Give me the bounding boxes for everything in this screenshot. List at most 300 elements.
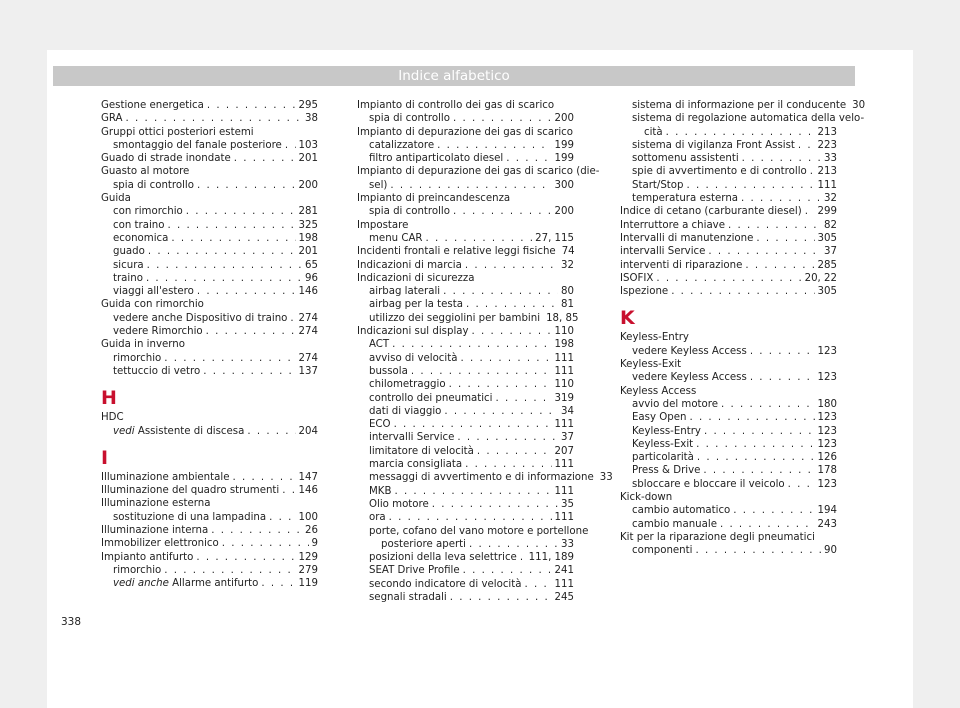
entry-page-ref: 37 xyxy=(824,246,837,258)
index-entry xyxy=(101,524,318,537)
leader-dots xyxy=(450,591,552,604)
entry-text: intervalli Service xyxy=(620,246,706,258)
entry-text: Keyless-Exit xyxy=(632,438,694,450)
entry-term xyxy=(369,205,450,218)
entry-page-ref: 18, 85 xyxy=(546,312,579,324)
leader-dots xyxy=(290,312,295,325)
index-entry xyxy=(620,398,837,411)
index-entry xyxy=(101,152,318,165)
entry-text: airbag laterali xyxy=(369,286,441,298)
leader-dots xyxy=(695,544,821,557)
entry-page-ref: 201 xyxy=(298,246,318,258)
entry-page-ref: 33 xyxy=(599,472,613,484)
entry-page-ref: 243 xyxy=(817,518,837,530)
entry-text: Start/Stop xyxy=(632,179,684,191)
entry-term xyxy=(632,425,701,438)
entry-page-ref: 201 xyxy=(298,153,318,165)
entry-term xyxy=(632,179,683,192)
entry-term xyxy=(113,325,203,338)
leader-dots xyxy=(798,139,815,152)
entry-page-ref: 26 xyxy=(305,525,318,537)
leader-dots xyxy=(206,325,296,338)
entry-page-ref: 129 xyxy=(298,551,318,563)
entry-text: sicura xyxy=(113,259,144,271)
entry-term xyxy=(113,577,258,590)
index-entry xyxy=(620,245,837,258)
leader-dots xyxy=(167,219,295,232)
entry-text: airbag per la testa xyxy=(369,299,463,311)
entry-text: Illuminazione del quadro strumenti xyxy=(101,485,280,497)
entry-text: sostituzione di una lampadina xyxy=(113,511,267,523)
index-entry xyxy=(101,484,318,497)
entry-text: tettuccio di vetro xyxy=(113,365,201,377)
entry-term xyxy=(101,471,229,484)
entry-term xyxy=(113,232,168,245)
entry-page-ref: 305 xyxy=(817,232,837,244)
leader-dots xyxy=(472,325,552,338)
entry-page-ref: 32 xyxy=(561,259,574,271)
leader-dots xyxy=(696,438,814,451)
entry-page-ref: 33 xyxy=(561,538,574,550)
entry-page-ref: 285 xyxy=(817,259,837,271)
leader-dots xyxy=(733,504,814,517)
entry-page-ref: 123 xyxy=(817,345,837,357)
leader-dots xyxy=(525,578,552,591)
entry-page-ref: 34 xyxy=(561,405,574,417)
index-entry xyxy=(620,371,837,384)
entry-page-ref: 30 xyxy=(852,100,866,111)
index-entry xyxy=(357,578,574,591)
leader-dots xyxy=(465,458,551,471)
index-entry xyxy=(620,518,837,531)
entry-page-ref: 37 xyxy=(561,432,574,444)
leader-dots xyxy=(457,431,558,444)
entry-page-ref: 194 xyxy=(817,505,837,517)
entry-term xyxy=(369,418,391,431)
leader-dots xyxy=(666,126,815,139)
index-heading: Kick-down xyxy=(620,492,673,504)
entry-term xyxy=(632,371,747,384)
entry-page-ref: 199 xyxy=(554,139,574,151)
leader-dots xyxy=(247,425,295,438)
entry-text: guado xyxy=(113,246,145,258)
entry-page-ref: 274 xyxy=(298,352,318,364)
entry-term xyxy=(632,438,693,451)
entry-text: Immobilizer elettronico xyxy=(101,538,219,550)
entry-text: limitatore di velocità xyxy=(369,445,474,457)
leader-dots xyxy=(203,365,295,378)
entry-term xyxy=(369,179,387,192)
entry-text: ora xyxy=(369,512,386,524)
entry-term xyxy=(113,312,287,325)
index-entry xyxy=(101,219,318,232)
entry-term xyxy=(620,272,653,285)
entry-term xyxy=(632,518,717,531)
leader-dots xyxy=(207,99,296,112)
entry-page-ref: 119 xyxy=(298,578,318,590)
entry-page-ref: 9 xyxy=(311,538,318,550)
index-entry xyxy=(357,298,574,311)
index-entry xyxy=(620,504,837,517)
entry-text: Gestione energetica xyxy=(101,100,204,111)
entry-text: posizioni della leva selettrice xyxy=(369,552,517,564)
entry-text: ISOFIX xyxy=(620,272,654,284)
index-column-2 xyxy=(357,99,613,604)
entry-text: Ispezione xyxy=(620,286,669,298)
entry-page-ref: 111 xyxy=(817,179,837,191)
index-entry xyxy=(357,458,574,471)
leader-dots xyxy=(741,192,821,205)
index-entry xyxy=(620,438,837,451)
index-heading: Keyless-Exit xyxy=(620,359,682,371)
entry-text: Allarme antifurto xyxy=(172,578,259,590)
index-entry xyxy=(357,152,574,165)
index-entry xyxy=(101,564,318,577)
leader-dots xyxy=(234,152,296,165)
entry-term xyxy=(101,99,204,112)
entry-page-ref: 198 xyxy=(298,232,318,244)
index-entry xyxy=(101,232,318,245)
leader-dots xyxy=(449,378,552,391)
entry-page-ref: 33 xyxy=(824,153,837,165)
leader-dots xyxy=(232,471,295,484)
entry-page-ref: 204 xyxy=(298,425,318,437)
entry-term xyxy=(644,126,663,139)
entry-text: Impianto antifurto xyxy=(101,551,194,563)
index-heading: Impostare xyxy=(357,219,409,231)
entry-text: Assistente di discesa xyxy=(137,425,245,437)
index-entry xyxy=(357,511,574,524)
entry-term xyxy=(632,504,730,517)
index-heading: Guida in inverno xyxy=(101,339,185,351)
entry-term xyxy=(369,378,446,391)
entry-term xyxy=(632,192,738,205)
entry-term xyxy=(113,139,282,152)
entry-page-ref: 178 xyxy=(817,465,837,477)
entry-text: ACT xyxy=(369,339,390,351)
entry-text: messaggi di avvertimento e di informazione xyxy=(369,472,594,484)
entry-page-ref: 111 xyxy=(554,419,574,431)
entry-page-ref: 111 xyxy=(554,578,574,590)
leader-dots xyxy=(171,232,295,245)
index-entry xyxy=(620,219,837,232)
entry-page-ref: 281 xyxy=(298,206,318,218)
index-heading: Impianto di depurazione dei gas di scarico xyxy=(357,126,573,138)
entry-term xyxy=(113,564,161,577)
index-entry xyxy=(101,325,318,338)
index-entry xyxy=(620,192,837,205)
entry-page-ref: 241 xyxy=(554,565,574,577)
entry-page-ref: 180 xyxy=(817,398,837,410)
index-heading: Keyless-Entry xyxy=(620,332,689,344)
leader-dots xyxy=(520,551,526,564)
entry-page-ref: 123 xyxy=(817,478,837,490)
entry-term xyxy=(369,338,389,351)
entry-text: vedere Rimorchio xyxy=(113,326,203,338)
leader-dots xyxy=(689,411,814,424)
leader-dots xyxy=(756,232,814,245)
leader-dots xyxy=(720,518,815,531)
entry-page-ref: 200 xyxy=(554,206,574,218)
entry-text: ECO xyxy=(369,419,391,431)
entry-text: MKB xyxy=(369,485,392,497)
entry-text: avviso di velocità xyxy=(369,352,458,364)
entry-term xyxy=(369,564,460,577)
index-entry xyxy=(357,564,574,577)
entry-page-ref: 319 xyxy=(554,392,574,404)
entry-term xyxy=(369,312,540,325)
leader-dots xyxy=(750,345,815,358)
entry-page-ref: 223 xyxy=(817,139,837,151)
index-entry xyxy=(357,259,574,272)
entry-term xyxy=(369,485,391,498)
entry-term xyxy=(369,591,447,604)
index-entry xyxy=(101,179,318,192)
entry-page-ref: 27, 115 xyxy=(535,232,574,244)
leader-dots xyxy=(708,245,821,258)
entry-page-ref: 100 xyxy=(298,511,318,523)
index-entry xyxy=(101,245,318,258)
entry-text: rimorchio xyxy=(113,564,162,576)
entry-page-ref: 126 xyxy=(817,452,837,464)
index-entry xyxy=(357,179,574,192)
entry-text: filtro antiparticolato diesel xyxy=(369,153,504,165)
index-entry xyxy=(357,325,574,338)
leader-dots xyxy=(443,285,558,298)
index-entry xyxy=(620,285,837,298)
leader-dots xyxy=(269,511,295,524)
entry-term xyxy=(101,524,208,537)
entry-term xyxy=(113,245,145,258)
index-column-3 xyxy=(620,99,866,558)
index-entry xyxy=(357,418,574,431)
entry-term xyxy=(632,165,807,178)
entry-term xyxy=(113,179,194,192)
leader-dots xyxy=(460,352,551,365)
leader-dots xyxy=(147,259,302,272)
entry-text: marcia consigliata xyxy=(369,459,463,471)
index-heading: Indicazioni di sicurezza xyxy=(357,272,475,284)
entry-text: sistema di vigilanza Front Assist xyxy=(632,139,795,151)
entry-page-ref: 199 xyxy=(554,153,574,165)
index-entry xyxy=(101,312,318,325)
entry-text: spie di avvertimento e di controllo xyxy=(632,166,807,178)
leader-dots xyxy=(126,112,303,125)
index-heading: porte, cofano del vano motore e portellone xyxy=(369,525,589,537)
leader-dots xyxy=(453,205,552,218)
leader-dots xyxy=(394,418,552,431)
leader-dots xyxy=(164,564,295,577)
entry-term xyxy=(369,431,454,444)
entry-page-ref: 90 xyxy=(824,545,837,557)
leader-dots xyxy=(146,272,302,285)
entry-text: Easy Open xyxy=(632,412,687,424)
index-heading: Gruppi ottici posteriori estemi xyxy=(101,126,254,138)
entry-text: interventi di riparazione xyxy=(620,259,743,271)
index-heading: Impianto di depurazione dei gas di scarico (die- xyxy=(357,166,600,178)
index-entry xyxy=(620,139,837,152)
entry-page-ref: 123 xyxy=(817,372,837,384)
leader-dots xyxy=(466,298,558,311)
entry-text: vedere Keyless Access xyxy=(632,372,747,384)
entry-term xyxy=(369,551,517,564)
entry-text: spia di controllo xyxy=(113,179,194,191)
index-entry xyxy=(101,365,318,378)
entry-text: con traino xyxy=(113,219,165,231)
entry-term xyxy=(357,245,556,258)
page-title: Indice alfabetico xyxy=(398,68,510,84)
entry-text: intervalli Service xyxy=(369,432,455,444)
entry-page-ref: 200 xyxy=(554,113,574,125)
entry-text: GRA xyxy=(101,113,123,125)
entry-page-ref: 274 xyxy=(298,326,318,338)
index-entry xyxy=(101,139,318,152)
entry-term xyxy=(113,285,194,298)
entry-text: chilometraggio xyxy=(369,379,446,391)
entry-term xyxy=(101,551,193,564)
entry-term xyxy=(632,139,795,152)
leader-dots xyxy=(261,577,295,590)
entry-term xyxy=(113,352,161,365)
index-heading: sistema di regolazione automatica della velo- xyxy=(632,113,865,125)
index-entry xyxy=(620,179,837,192)
entry-page-ref: 111 xyxy=(554,365,574,377)
entry-text: vedere anche Dispositivo di traino xyxy=(113,312,288,324)
entry-page-ref: 80 xyxy=(561,286,574,298)
entry-page-ref: 20, 22 xyxy=(804,272,837,284)
entry-text: posteriore aperti xyxy=(381,538,466,550)
entry-text: spia di controllo xyxy=(369,206,450,218)
index-entry xyxy=(357,378,574,391)
leader-dots xyxy=(721,398,815,411)
index-entry xyxy=(101,551,318,564)
leader-dots xyxy=(465,259,558,272)
entry-text: Incidenti frontali e relative leggi fisiche xyxy=(357,246,556,258)
leader-dots xyxy=(453,112,552,125)
entry-page-ref: 96 xyxy=(305,272,318,284)
header-band xyxy=(53,66,855,86)
entry-text: traino xyxy=(113,272,143,284)
entry-term xyxy=(620,232,753,245)
entry-term xyxy=(113,365,200,378)
index-entry xyxy=(620,126,837,139)
entry-page-ref: 279 xyxy=(298,564,318,576)
entry-term xyxy=(113,511,266,524)
entry-text: sel) xyxy=(369,179,388,191)
leader-dots xyxy=(282,484,295,497)
entry-text: sottomenu assistenti xyxy=(632,153,739,165)
entry-text: Intervalli di manutenzione xyxy=(620,232,754,244)
entry-page-ref: 123 xyxy=(817,412,837,424)
index-entry xyxy=(620,165,837,178)
entry-term xyxy=(632,345,747,358)
entry-text: Indicazioni di marcia xyxy=(357,259,462,271)
index-entry xyxy=(101,205,318,218)
leader-dots xyxy=(788,478,815,491)
cross-reference-label: vedi xyxy=(113,425,135,437)
entry-term xyxy=(620,259,742,272)
index-entry xyxy=(620,464,837,477)
section-letter: H xyxy=(101,387,117,410)
entry-term xyxy=(632,99,846,112)
index-entry xyxy=(101,471,318,484)
entry-page-ref: 110 xyxy=(554,326,574,338)
index-entry xyxy=(357,538,574,551)
entry-page-ref: 38 xyxy=(305,113,318,125)
index-entry xyxy=(101,511,318,524)
entry-text: rimorchio xyxy=(113,352,162,364)
entry-text: Interruttore a chiave xyxy=(620,219,725,231)
entry-page-ref: 146 xyxy=(298,485,318,497)
entry-term xyxy=(369,352,457,365)
index-entry xyxy=(620,544,837,557)
entry-text: vedere Keyless Access xyxy=(632,345,747,357)
entry-text: smontaggio del fanale posteriore xyxy=(113,139,282,151)
index-entry xyxy=(357,591,574,604)
entry-term xyxy=(381,538,466,551)
index-heading: Impianto di preincandescenza xyxy=(357,193,511,205)
index-entry xyxy=(357,365,574,378)
entry-text: secondo indicatore di velocità xyxy=(369,578,522,590)
entry-text: Indicazioni sul display xyxy=(357,326,469,338)
entry-page-ref: 213 xyxy=(817,166,837,178)
entry-text: Illuminazione interna xyxy=(101,525,209,537)
entry-text: segnali stradali xyxy=(369,591,447,603)
index-entry xyxy=(357,338,574,351)
leader-dots xyxy=(197,285,296,298)
entry-page-ref: 111 xyxy=(554,459,574,471)
leader-dots xyxy=(426,232,533,245)
index-entry xyxy=(620,99,866,112)
entry-term xyxy=(113,205,183,218)
index-entry xyxy=(357,112,574,125)
leader-dots xyxy=(704,425,815,438)
entry-term xyxy=(113,272,143,285)
leader-dots xyxy=(697,451,815,464)
entry-term xyxy=(113,259,144,272)
entry-page-ref: 305 xyxy=(817,286,837,298)
entry-page-ref: 200 xyxy=(298,179,318,191)
index-entry xyxy=(101,259,318,272)
entry-text: catalizzatore xyxy=(369,139,435,151)
leader-dots xyxy=(197,179,296,192)
entry-page-ref: 35 xyxy=(561,498,574,510)
entry-term xyxy=(369,285,440,298)
index-entry xyxy=(101,272,318,285)
entry-term xyxy=(620,219,725,232)
entry-page-ref: 245 xyxy=(554,591,574,603)
entry-term xyxy=(620,245,705,258)
entry-term xyxy=(632,411,686,424)
entry-page-ref: 111 xyxy=(554,352,574,364)
leader-dots xyxy=(148,245,296,258)
entry-term xyxy=(620,285,668,298)
index-entry xyxy=(620,345,837,358)
index-entry xyxy=(357,285,574,298)
index-entry xyxy=(357,352,574,365)
index-entry xyxy=(357,431,574,444)
section-letter: I xyxy=(101,446,109,469)
entry-page-ref: 81 xyxy=(561,299,574,311)
entry-page-ref: 111 xyxy=(554,485,574,497)
entry-page-ref: 274 xyxy=(298,312,318,324)
leader-dots xyxy=(686,179,814,192)
entry-term xyxy=(369,445,474,458)
entry-text: Illuminazione ambientale xyxy=(101,471,230,483)
entry-term xyxy=(101,112,123,125)
section-letter: K xyxy=(620,307,635,330)
entry-page-ref: 300 xyxy=(554,179,574,191)
